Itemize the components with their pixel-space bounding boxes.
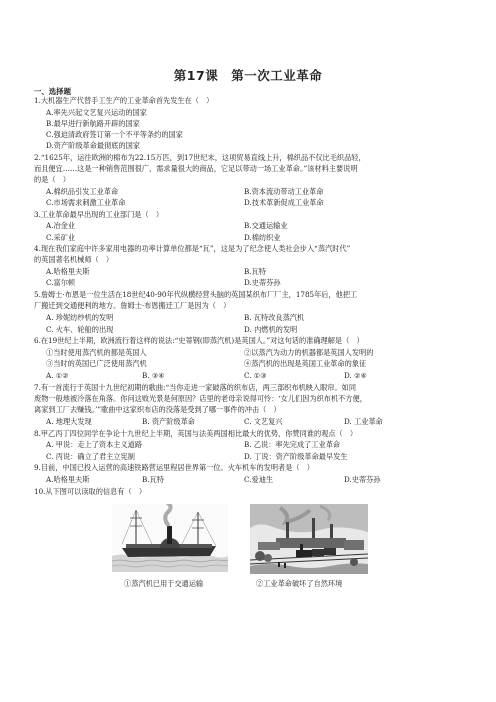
question-text: 7.有一首流行于英国十九世纪初期的歌曲:“当你走进一家破落的织布店，两三部织布机映入眼帘。如同 bbox=[34, 383, 357, 392]
option: D.史蒂芬孙 bbox=[244, 278, 281, 287]
option: C.市场需求刺激工业革命 bbox=[46, 198, 126, 207]
question-text: 厂搬迁到交通便利的地方。詹姆士·布恩搬迁工厂是因为（ ） bbox=[34, 301, 231, 311]
question-text: 的英国著名机械师（ ） bbox=[34, 255, 114, 265]
option: B. 资产阶级革命 bbox=[142, 417, 195, 426]
option: A. 地理大发现 bbox=[46, 417, 92, 426]
question-text: 6.在19世纪上半期，欧洲流行着这样的说法:“史蒂钢(即蒸汽机)是英国人。”对这句话的准确理解是（ ） bbox=[34, 336, 364, 345]
option: D. 内燃机的发明 bbox=[244, 325, 298, 334]
question-1 bbox=[34, 95, 464, 106]
question-text: 5.詹姆士·布恩是一位生活在18世纪40-90年代纵横经营头脑的英国某织布厂厂主，1785年后，他把工 bbox=[34, 290, 358, 299]
question-text: 4.现在我们家庭中许多家用电器的功率计算单位都是“瓦”，这是为了纪念使人类社会步入“蒸汽时代” bbox=[34, 244, 351, 253]
question-6 bbox=[34, 335, 464, 346]
option: C.爱迪生 bbox=[244, 475, 274, 484]
question-text: 9.目前，中国已投入运营的高速铁路营运里程居世界第一位。火车机车的发明者是（ ） bbox=[34, 463, 314, 472]
option: B.瓦特 bbox=[142, 475, 164, 484]
question-text: 2.“1625年，运往欧洲的棉布为22.15万匹，到17世纪末，这项贸易直线上升，棉织品不仅比毛织品轻， bbox=[34, 153, 366, 162]
question-text: 废物一般地被冷落在角落。你问这败光景是何原因？店里的老母亲说得可怜：‘女儿们因为织布机不方便， bbox=[34, 394, 367, 404]
option: B. ③④ bbox=[142, 371, 165, 380]
question-text: 的是（ ） bbox=[34, 175, 70, 185]
option: A.哈格里夫斯 bbox=[46, 475, 90, 484]
question-text: 3.工业革命最早出现的工业部门是（ ） bbox=[34, 210, 164, 219]
option: B.最早进行新航路开辟的国家 bbox=[46, 119, 140, 128]
option: B.瓦特 bbox=[244, 267, 266, 276]
option: D.资产阶级革命最彻底的国家 bbox=[46, 141, 141, 150]
question-text: 10.从下图可以读取的信息有（ ） bbox=[34, 487, 147, 496]
option: A.率先兴起文艺复兴运动的国家 bbox=[46, 108, 147, 117]
option: B.资本流动带动工业革命 bbox=[244, 187, 324, 196]
question-text: 1.大机器生产代替手工生产的工业革命首先发生在（ ） bbox=[34, 96, 214, 105]
question-text: 离家到工厂去赚钱。’”歌曲中这家织布店的没落是受到了哪一事件的冲击（ ） bbox=[34, 405, 281, 415]
option: A. 珍妮纺纱机的发明 bbox=[46, 313, 114, 322]
option: C. 火车、轮船的出现 bbox=[46, 325, 114, 334]
option: ③当时的英国已广泛使用蒸汽机 bbox=[46, 359, 147, 368]
option: D. 工业革命 bbox=[344, 417, 383, 426]
option: A.哈格里夫斯 bbox=[46, 267, 90, 276]
question-7 bbox=[34, 382, 464, 416]
option: C.富尔顿 bbox=[46, 278, 76, 287]
question-9 bbox=[34, 462, 464, 473]
question-3 bbox=[34, 209, 464, 220]
question-5 bbox=[34, 289, 464, 311]
section-heading: 一、选择题 bbox=[34, 87, 71, 96]
option: D.史蒂芬孙 bbox=[344, 475, 381, 484]
option: A. ①② bbox=[46, 371, 69, 380]
option: ④蒸汽机的出现是英国工业革命的象征 bbox=[244, 359, 367, 368]
caption-1: ①蒸汽机已用于交通运输 bbox=[124, 579, 204, 588]
option: C. ①③ bbox=[244, 371, 267, 380]
option: D.技术革新促成工业革命 bbox=[244, 198, 324, 207]
question-text: 而且便宜……这是一种销售范围很广、需求量很大的商品，它足以带动一场工业革命。”该材料主要说明 bbox=[34, 164, 358, 174]
option: A. 甲说：走上了资本主义道路 bbox=[46, 440, 143, 449]
option: C. 丙说：确立了君主立宪制 bbox=[46, 452, 135, 461]
question-4 bbox=[34, 243, 464, 265]
question-10 bbox=[34, 486, 464, 497]
option: D. ②④ bbox=[344, 371, 367, 380]
option: B. 乙说：率先完成了工业革命 bbox=[244, 440, 341, 449]
option: ②以蒸汽为动力的机器都是英国人发明的 bbox=[244, 348, 374, 357]
question-2 bbox=[34, 152, 464, 186]
option: D.棉纺织业 bbox=[244, 233, 281, 242]
question-8 bbox=[34, 428, 464, 439]
factory-landscape-illustration bbox=[250, 504, 368, 574]
steamship-illustration bbox=[112, 504, 228, 572]
option: A.棉织品引发工业革命 bbox=[46, 187, 119, 196]
option: C.强迫清政府签订第一个不平等条约的国家 bbox=[46, 130, 183, 139]
question-text: 8.甲乙丙丁四位同学在争论十九世纪上半期，英国与法美两国相比最大的优势，你赞同谁的观点（ ） bbox=[34, 429, 358, 438]
option: B.交通运输业 bbox=[244, 221, 288, 230]
option: C. 文艺复兴 bbox=[244, 417, 283, 426]
option: C.采矿业 bbox=[46, 233, 76, 242]
caption-2: ②工业革命破坏了自然环境 bbox=[256, 579, 343, 588]
option: D. 丁说：资产阶级革命最早发生 bbox=[244, 452, 348, 461]
option: A.冶金业 bbox=[46, 221, 76, 230]
lesson-title: 第17课 第一次工业革命 bbox=[173, 68, 323, 83]
option: B. 瓦特改良蒸汽机 bbox=[244, 313, 305, 322]
option: ①当时使用蒸汽机的都是英国人 bbox=[46, 348, 147, 357]
